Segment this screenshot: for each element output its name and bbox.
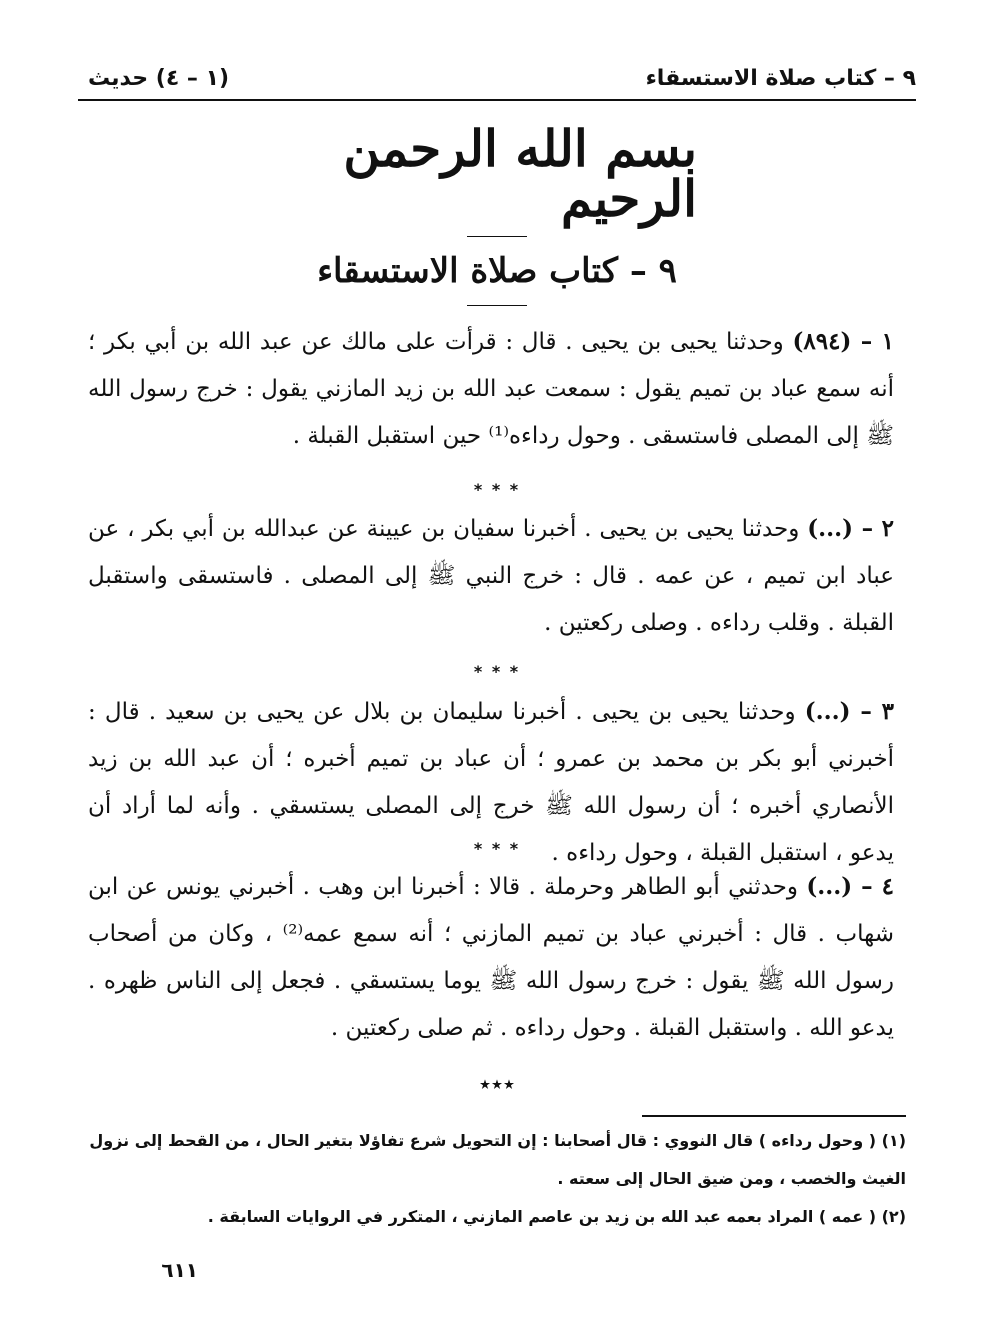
header-chapter-title: ٩ – كتاب صلاة الاستسقاء — [645, 65, 916, 91]
title-rule-bottom — [467, 305, 527, 306]
hadith-paragraph — [88, 318, 894, 460]
page-number: ٦١١ — [161, 1258, 198, 1282]
footnote: (٢) ( عمه ) المراد بعمه عبد الله بن زيد بن عاصم المازني ، المتكرر في الروايات السابقة . — [207, 1207, 906, 1226]
hadith-paragraph — [88, 863, 894, 1052]
section-separator: * * * — [473, 480, 521, 499]
hadith-number: ٢ – (...) — [807, 515, 894, 542]
hadith-number: ٣ – (...) — [804, 698, 895, 725]
hadith-number: ١ – (٨٩٤) — [792, 328, 894, 355]
header-rule — [78, 99, 916, 101]
section-separator: * * * — [473, 662, 521, 681]
section-separator: * * * — [473, 839, 521, 858]
hadith-text: وحدثنا يحيى بن يحيى . أخبرنا سفيان بن عيينة عن عبدالله بن أبي بكر ، عن عباد ابن تميم ، عن عمه . قال : خرج النبي ﷺ إلى المصلى . فاستسقى واستقبل القبلة . وقلب رداءه . وصلى ركعتين . — [88, 516, 894, 636]
basmala-calligraphy: بسم الله الرحمن الرحيم — [343, 119, 697, 228]
footnote: (١) ( وحول رداءه ) قال النووي : قال أصحابنا : إن التحويل شرع تفاؤلا بتغير الحال ، من القحط إلى نزول الغيث والخصب ، ومن ضيق الحال إلى سعته . — [89, 1131, 906, 1188]
hadith-text: وحدثنا يحيى بن يحيى . أخبرنا سليمان بن بلال عن يحيى بن سعيد . قال : أخبرني أبو بكر بن محمد بن عمرو ؛ أن عباد بن تميم أخبره ؛ أن عبد الله بن زيد الأنصاري أخبره ؛ أن رسول الله ﷺ خرج إلى المصلى يستسقي . وأنه لما أراد أن يدعو ، استقبل القبلة ، وحول رداءه . — [88, 699, 894, 866]
running-header — [88, 58, 916, 98]
hadith-number: ٤ – (...) — [806, 873, 894, 900]
hadith-text: وحدثني أبو الطاهر وحرملة . قالا : أخبرنا ابن وهب . أخبرني يونس عن ابن شهاب . قال : أخبرني عباد بن تميم المازني ؛ أنه سمع عمه⁽²⁾ ، وكان من أصحاب رسول الله ﷺ يقول : خرج رسول الله ﷺ يوما يستسقي . فجعل إلى الناس ظهره . يدعو الله . واستقبل القبلة . وحول رداءه . ثم صلى ركعتين . — [88, 874, 894, 1041]
hadith-paragraph — [88, 505, 894, 647]
header-hadith-range: (١ – ٤) حديث — [88, 65, 230, 91]
book-title: ٩ – كتاب صلاة الاستسقاء — [317, 251, 677, 291]
footnote-rule — [642, 1115, 906, 1117]
hadith-text: وحدثنا يحيى بن يحيى . قال : قرأت على مالك عن عبد الله بن أبي بكر ؛ أنه سمع عباد بن تميم يقول : سمعت عبد الله بن زيد المازني يقول : خرج رسول الله ﷺ إلى المصلى فاستسقى . وحول رداءه⁽¹⁾ حين استقبل القبلة . — [88, 329, 894, 449]
chapter-end-mark: ٭٭٭ — [479, 1072, 515, 1097]
title-rule-top — [467, 236, 527, 237]
